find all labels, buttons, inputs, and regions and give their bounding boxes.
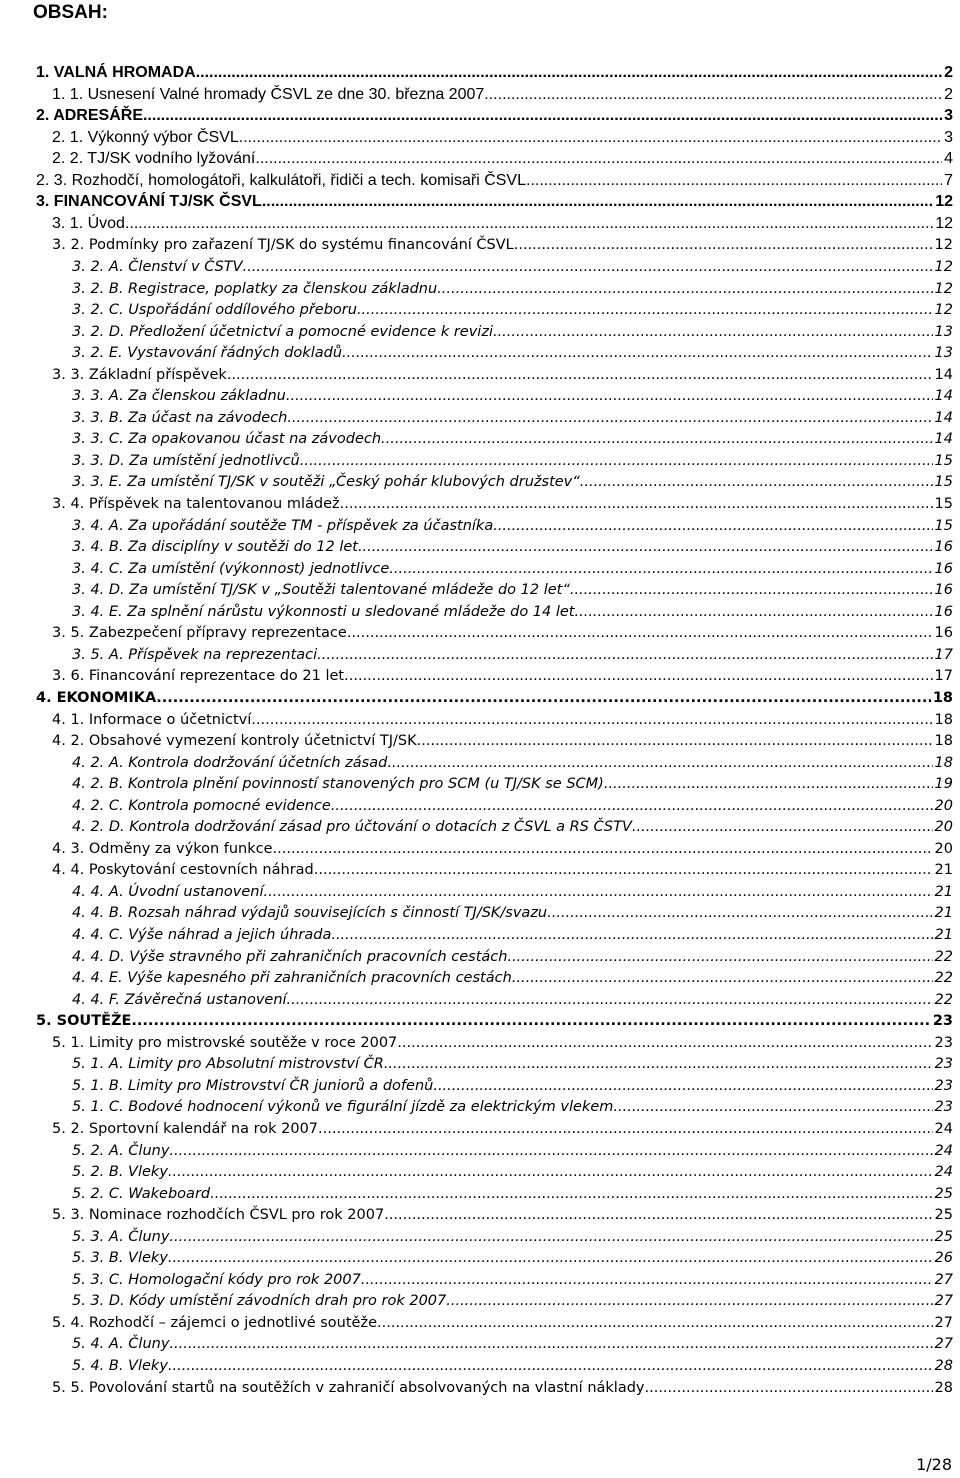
dot-leader bbox=[143, 105, 942, 127]
toc-entry-page: 20 bbox=[934, 840, 953, 857]
dot-leader bbox=[384, 1053, 933, 1075]
toc-entry-title: 4. 4. C. Výše náhrad a jejich úhrada bbox=[72, 927, 332, 943]
toc-entry[interactable] bbox=[72, 558, 953, 580]
toc-entry[interactable] bbox=[72, 321, 953, 343]
toc-entry-page: 21 bbox=[934, 862, 953, 879]
toc-entry-title: 5. 3. A. Čluny bbox=[72, 1228, 170, 1245]
toc-entry-title: 1. 1. Usnesení Valné hromady ČSVL ze dne 30. března 2007 bbox=[52, 85, 485, 103]
dot-leader bbox=[331, 795, 933, 817]
toc-entry-page: 15 bbox=[934, 452, 953, 469]
toc-entry-title: 4. 4. F. Závěrečná ustanovení bbox=[72, 991, 287, 1008]
toc-entry-page: 27 bbox=[934, 1293, 953, 1310]
toc-entry-title: 5. 4. Rozhodčí – zájemci o jednotlivé soutěže bbox=[52, 1314, 378, 1331]
dot-leader bbox=[417, 730, 933, 752]
toc-entry[interactable] bbox=[52, 1377, 953, 1399]
toc-entry-page: 20 bbox=[934, 819, 953, 836]
toc-entry-page: 12 bbox=[935, 193, 953, 211]
toc-entry[interactable] bbox=[72, 1226, 953, 1248]
toc-entry[interactable] bbox=[52, 213, 953, 235]
toc-entry-page: 15 bbox=[934, 496, 953, 512]
dot-leader bbox=[484, 84, 942, 106]
toc-entry-title: 2. 1. Výkonný výbor ČSVL bbox=[52, 128, 239, 146]
toc-entry-page: 25 bbox=[934, 1207, 953, 1224]
toc-entry-title: 5. 4. B. Vleky bbox=[72, 1358, 168, 1374]
toc-entry-page: 20 bbox=[934, 797, 953, 814]
toc-entry-page: 4 bbox=[944, 150, 953, 168]
toc-entry[interactable] bbox=[72, 278, 953, 300]
dot-leader bbox=[169, 1140, 932, 1162]
toc-entry[interactable] bbox=[72, 1053, 953, 1075]
toc-entry-page: 22 bbox=[934, 970, 953, 987]
toc-entry-page: 14 bbox=[934, 431, 953, 448]
dot-leader bbox=[361, 1269, 933, 1291]
toc-entry-title: 5. 3. B. Vleky bbox=[72, 1250, 168, 1267]
toc-entry-page: 3 bbox=[944, 107, 953, 125]
toc-entry-title: 2. ADRESÁŘE bbox=[36, 107, 143, 125]
toc-entry-title: 3. 2. E. Vystavování řádných dokladů bbox=[72, 345, 343, 362]
dot-leader bbox=[344, 665, 932, 687]
toc-entry-title: 4. 4. A. Úvodní ustanovení bbox=[72, 883, 264, 900]
dot-leader bbox=[358, 536, 933, 558]
dot-leader bbox=[493, 515, 932, 537]
toc-entry[interactable] bbox=[72, 881, 953, 903]
toc-entry[interactable] bbox=[72, 1247, 953, 1269]
toc-entry[interactable] bbox=[52, 622, 953, 644]
toc-entry[interactable] bbox=[72, 1161, 953, 1183]
toc-entry-title: 4. 3. Odměny za výkon funkce bbox=[52, 840, 273, 857]
toc-entry-title: 3. 2. B. Registrace, poplatky za členskou základnu bbox=[72, 280, 438, 297]
dot-leader bbox=[251, 709, 932, 731]
toc-entry-page: 12 bbox=[934, 302, 953, 319]
toc-entry-page: 3 bbox=[944, 128, 953, 146]
toc-entry[interactable] bbox=[72, 1183, 953, 1205]
dot-leader bbox=[397, 1032, 932, 1054]
dot-leader bbox=[318, 1118, 933, 1140]
toc-entry[interactable] bbox=[72, 1075, 953, 1097]
toc-entry-page: 27 bbox=[934, 1271, 953, 1288]
toc-entry-title: 5. 2. B. Vleky bbox=[72, 1164, 168, 1181]
toc-entry-title: 5. 2. A. Čluny bbox=[72, 1142, 170, 1159]
dot-leader bbox=[604, 773, 933, 795]
toc-entry[interactable] bbox=[72, 407, 953, 429]
toc-entry-title: 3. 4. Příspěvek na talentovanou mládež bbox=[52, 496, 340, 512]
dot-leader bbox=[570, 579, 933, 601]
toc-entry-page: 23 bbox=[932, 1013, 953, 1030]
toc-entry[interactable] bbox=[72, 773, 953, 795]
toc-entry-page: 25 bbox=[934, 1185, 953, 1202]
toc-entry[interactable] bbox=[52, 1032, 953, 1054]
toc-entry[interactable] bbox=[52, 364, 953, 386]
toc-entry-title: 5. 2. Sportovní kalendář na rok 2007 bbox=[52, 1120, 319, 1137]
dot-leader bbox=[446, 1290, 932, 1312]
toc-entry[interactable] bbox=[72, 989, 953, 1011]
toc-entry-title: 3. 4. C. Za umístění (výkonnost) jednotlivce bbox=[72, 560, 390, 577]
toc-entry-title: 4. 4. D. Výše stravného při zahraničních pracovních cestách bbox=[72, 948, 508, 965]
toc-entry-page: 14 bbox=[934, 409, 953, 426]
toc-entry[interactable] bbox=[72, 385, 953, 407]
toc-entry-page: 24 bbox=[934, 1164, 953, 1181]
toc-entry-title: 3. 3. C. Za opakovanou účast na závodech bbox=[72, 431, 382, 448]
toc-entry-page: 27 bbox=[934, 1314, 953, 1331]
toc-entry-page: 16 bbox=[934, 539, 953, 556]
toc-entry-title: 5. SOUTĚŽE bbox=[36, 1013, 132, 1030]
dot-leader bbox=[331, 924, 932, 946]
dot-leader bbox=[287, 407, 932, 429]
toc-entry-page: 21 bbox=[934, 905, 953, 922]
toc-entry-title: 4. 2. D. Kontrola dodržování zásad pro účtování o dotacích z ČSVL a RS ČSTV bbox=[72, 819, 632, 836]
toc-entry[interactable] bbox=[72, 471, 953, 493]
toc-entry-page: 22 bbox=[934, 948, 953, 965]
toc-entry-page: 2 bbox=[944, 64, 953, 81]
toc-entry[interactable] bbox=[52, 84, 953, 106]
toc-entry-page: 18 bbox=[934, 733, 953, 750]
toc-entry-title: 3. 3. B. Za účast na závodech bbox=[72, 409, 288, 426]
toc-entry-title: 5. 3. Nominace rozhodčích ČSVL pro rok 2007 bbox=[52, 1207, 385, 1224]
dot-leader bbox=[389, 558, 932, 580]
toc-entry[interactable] bbox=[72, 644, 953, 666]
toc-entry-title: 5. 4. A. Čluny bbox=[72, 1336, 170, 1353]
toc-entry-page: 27 bbox=[934, 1336, 953, 1353]
toc-entry-title: 4. 1. Informace o účetnictví bbox=[52, 711, 252, 728]
toc-entry[interactable] bbox=[36, 170, 953, 192]
toc-entry-page: 14 bbox=[934, 388, 953, 405]
toc-entry[interactable] bbox=[72, 902, 953, 924]
toc-entry-page: 12 bbox=[934, 258, 953, 275]
toc-entry-page: 25 bbox=[934, 1228, 953, 1245]
toc-entry[interactable] bbox=[72, 795, 953, 817]
dot-leader bbox=[196, 62, 942, 84]
toc-entry-title: 3. 4. B. Za disciplíny v soutěži do 12 let bbox=[72, 539, 358, 556]
toc-entry[interactable] bbox=[36, 1010, 953, 1032]
toc-entry[interactable] bbox=[72, 1290, 953, 1312]
toc-entry-page: 24 bbox=[934, 1142, 953, 1159]
toc-entry-title: 3. 2. D. Předložení účetnictví a pomocné evidence k revizi bbox=[72, 323, 493, 340]
toc-entry[interactable] bbox=[72, 1096, 953, 1118]
toc-entry-title: 3. 5. A. Příspěvek na reprezentaci bbox=[72, 646, 318, 663]
toc-entry-title: 3. 3. Základní příspěvek bbox=[52, 366, 227, 383]
dot-leader bbox=[507, 946, 932, 968]
dot-leader bbox=[286, 385, 933, 407]
toc-entry-page: 15 bbox=[934, 474, 953, 491]
toc-entry[interactable] bbox=[72, 924, 953, 946]
dot-leader bbox=[437, 278, 932, 300]
dot-leader bbox=[169, 1226, 932, 1248]
dot-leader bbox=[433, 1075, 932, 1097]
toc-entry[interactable] bbox=[72, 1333, 953, 1355]
dot-leader bbox=[125, 213, 933, 235]
toc-entry[interactable] bbox=[72, 752, 953, 774]
toc-entry-page: 14 bbox=[934, 366, 953, 383]
toc-entry-title: 4. 2. A. Kontrola dodržování účetních zásad bbox=[72, 754, 388, 771]
dot-leader bbox=[381, 428, 933, 450]
dot-leader bbox=[387, 752, 932, 774]
dot-leader bbox=[547, 902, 932, 924]
dot-leader bbox=[384, 1204, 932, 1226]
dot-leader bbox=[575, 601, 933, 623]
toc-entry-page: 12 bbox=[935, 214, 953, 232]
toc-entry-title: 2. 2. TJ/SK vodního lyžování bbox=[52, 150, 256, 168]
toc-entry[interactable] bbox=[72, 1269, 953, 1291]
dot-leader bbox=[493, 321, 933, 343]
toc-entry-page: 23 bbox=[934, 1034, 953, 1051]
toc-entry-page: 18 bbox=[934, 754, 953, 771]
toc-entry-page: 19 bbox=[934, 776, 953, 793]
dot-leader bbox=[632, 816, 933, 838]
dot-leader bbox=[168, 1161, 933, 1183]
dot-leader bbox=[210, 1183, 932, 1205]
dot-leader bbox=[340, 493, 933, 515]
toc-entry[interactable] bbox=[52, 838, 953, 860]
toc-entry[interactable] bbox=[52, 1204, 953, 1226]
toc-entry-page: 15 bbox=[934, 517, 953, 534]
toc-entry-title: 5. 2. C. Wakeboard bbox=[72, 1185, 211, 1202]
toc-entry[interactable] bbox=[52, 127, 953, 149]
toc-entry-title: 5. 3. C. Homologační kódy pro rok 2007 bbox=[72, 1271, 361, 1288]
dot-leader bbox=[512, 967, 933, 989]
toc-entry-title: 3. 6. Financování reprezentace do 21 let bbox=[52, 668, 345, 685]
dot-leader bbox=[131, 1010, 930, 1032]
dot-leader bbox=[613, 1096, 932, 1118]
dot-leader bbox=[526, 170, 942, 192]
page-number: 1/28 bbox=[916, 1455, 952, 1474]
toc-entry[interactable] bbox=[72, 536, 953, 558]
toc-entry-title: 4. 2. C. Kontrola pomocné evidence bbox=[72, 797, 331, 814]
dot-leader bbox=[243, 256, 933, 278]
toc-entry[interactable] bbox=[52, 148, 953, 170]
toc-entry-title: 4. 4. B. Rozsah náhrad výdajů souvisejících s činností TJ/SK/svazu bbox=[72, 905, 548, 922]
page-title: OBSAH: bbox=[33, 2, 108, 23]
toc-entry-title: 3. FINANCOVÁNÍ TJ/SK ČSVL bbox=[36, 193, 262, 211]
toc-entry[interactable] bbox=[72, 428, 953, 450]
toc-entry-page: 2 bbox=[944, 85, 953, 103]
toc-entry-title: 4. 2. Obsahové vymezení kontroly účetnictví TJ/SK bbox=[52, 733, 417, 750]
toc-entry[interactable] bbox=[36, 687, 953, 709]
toc-entry-page: 28 bbox=[934, 1358, 953, 1374]
toc-entry-page: 24 bbox=[934, 1120, 953, 1137]
toc-entry-title: 3. 4. D. Za umístění TJ/SK v „Soutěži talentované mládeže do 12 let“ bbox=[72, 582, 570, 599]
toc-entry[interactable] bbox=[72, 579, 953, 601]
dot-leader bbox=[357, 299, 933, 321]
toc-entry-title: 3. 4. A. Za upořádání soutěže TM - příspěvek za účastníka bbox=[72, 517, 494, 534]
toc-entry-page: 16 bbox=[934, 560, 953, 577]
toc-entry-title: 5. 1. C. Bodové hodnocení výkonů ve figurální jízdě za elektrickým vlekem bbox=[72, 1099, 614, 1116]
toc-entry[interactable] bbox=[52, 1118, 953, 1140]
toc-entry-page: 26 bbox=[934, 1250, 953, 1267]
toc-entry-page: 16 bbox=[934, 603, 953, 620]
toc-entry-page: 13 bbox=[934, 345, 953, 362]
dot-leader bbox=[273, 838, 933, 860]
toc-entry-page: 23 bbox=[934, 1099, 953, 1116]
toc-entry[interactable] bbox=[52, 730, 953, 752]
toc-entry-title: 3. 4. E. Za splnění nárůstu výkonnosti u sledované mládeže do 14 let bbox=[72, 603, 575, 620]
toc-entry-title: 4. 4. E. Výše kapesného při zahraničních pracovních cestách bbox=[72, 970, 512, 987]
toc-entry-page: 12 bbox=[934, 280, 953, 297]
dot-leader bbox=[264, 881, 933, 903]
dot-leader bbox=[317, 644, 932, 666]
toc-entry[interactable] bbox=[36, 191, 953, 213]
toc-entry[interactable] bbox=[72, 1355, 953, 1377]
toc-entry-page: 18 bbox=[932, 689, 953, 706]
toc-entry[interactable] bbox=[36, 62, 953, 84]
toc-entry-page: 13 bbox=[934, 323, 953, 340]
toc-entry[interactable] bbox=[72, 256, 953, 278]
toc-entry-page: 16 bbox=[934, 582, 953, 599]
toc-entry-title: 1. VALNÁ HROMADA bbox=[36, 64, 196, 81]
toc-entry[interactable] bbox=[72, 946, 953, 968]
toc-entry-title: 2. 3. Rozhodčí, homologátoři, kalkulátoři, řidiči a tech. komisaři ČSVL bbox=[36, 171, 526, 189]
toc-entry-page: 7 bbox=[944, 171, 953, 189]
dot-leader bbox=[255, 148, 942, 170]
toc-entry-title: 3. 2. Podmínky pro zařazení TJ/SK do systému financování ČSVL bbox=[52, 237, 514, 254]
toc-entry[interactable] bbox=[72, 967, 953, 989]
toc-entry-page: 23 bbox=[934, 1077, 953, 1094]
toc-entry[interactable] bbox=[72, 816, 953, 838]
dot-leader bbox=[239, 127, 942, 149]
toc-entry-title: 5. 1. A. Limity pro Absolutní mistrovství ČR bbox=[72, 1056, 384, 1073]
toc-entry[interactable] bbox=[52, 234, 953, 256]
dot-leader bbox=[287, 989, 933, 1011]
toc-entry-page: 22 bbox=[934, 991, 953, 1008]
toc-entry[interactable] bbox=[36, 105, 953, 127]
dot-leader bbox=[168, 1247, 933, 1269]
dot-leader bbox=[377, 1312, 933, 1334]
toc-entry-page: 21 bbox=[934, 883, 953, 900]
toc-entry-page: 17 bbox=[934, 646, 953, 663]
dot-leader bbox=[342, 342, 933, 364]
dot-leader bbox=[347, 622, 933, 644]
toc-entry[interactable] bbox=[52, 665, 953, 687]
toc-entry-title: 5. 1. Limity pro mistrovské soutěže v roce 2007 bbox=[52, 1034, 398, 1051]
toc-entry[interactable] bbox=[52, 859, 953, 881]
toc-entry[interactable] bbox=[72, 1140, 953, 1162]
toc-entry[interactable] bbox=[72, 299, 953, 321]
dot-leader bbox=[169, 1333, 932, 1355]
toc-entry-title: 3. 2. C. Uspořádání oddílového přeboru bbox=[72, 302, 357, 319]
toc-entry-page: 28 bbox=[934, 1379, 953, 1396]
toc-entry-title: 5. 5. Povolování startů na soutěžích v zahraničí absolvovaných na vlastní náklady bbox=[52, 1379, 645, 1396]
toc-entry-title: 3. 5. Zabezpečení přípravy reprezentace bbox=[52, 625, 347, 642]
toc-entry-title: 3. 2. A. Členství v ČSTV bbox=[72, 258, 243, 275]
toc-entry-title: 4. 4. Poskytování cestovních náhrad bbox=[52, 862, 314, 879]
toc-entry[interactable] bbox=[52, 493, 953, 515]
toc-entry-title: 3. 3. A. Za členskou základnu bbox=[72, 388, 286, 405]
dot-leader bbox=[168, 1355, 933, 1377]
dot-leader bbox=[314, 859, 933, 881]
toc-entry[interactable] bbox=[72, 342, 953, 364]
toc-entry-title: 4. 2. B. Kontrola plnění povinností stanovených pro SCM (u TJ/SK se SCM) bbox=[72, 776, 604, 793]
dot-leader bbox=[300, 450, 933, 472]
toc-entry[interactable] bbox=[52, 709, 953, 731]
dot-leader bbox=[580, 471, 933, 493]
toc-entry[interactable] bbox=[72, 515, 953, 537]
toc-entry-page: 16 bbox=[934, 625, 953, 642]
toc-entry-page: 18 bbox=[934, 711, 953, 728]
toc-entry-title: 3. 3. E. Za umístění TJ/SK v soutěži „Český pohár klubových družstev“ bbox=[72, 474, 580, 491]
toc-entry-title: 3. 1. Úvod bbox=[52, 214, 125, 232]
toc-entry-page: 17 bbox=[934, 668, 953, 685]
toc-entry-title: 5. 1. B. Limity pro Mistrovství ČR juniorů a dofenů bbox=[72, 1077, 434, 1094]
toc-entry-page: 21 bbox=[934, 927, 953, 943]
toc-entry[interactable] bbox=[72, 601, 953, 623]
dot-leader bbox=[645, 1377, 933, 1399]
toc-entry-page: 23 bbox=[934, 1056, 953, 1073]
dot-leader bbox=[227, 364, 933, 386]
dot-leader bbox=[514, 234, 933, 256]
toc-entry-title: 4. EKONOMIKA bbox=[36, 689, 157, 706]
dot-leader bbox=[262, 191, 933, 213]
toc-entry-page: 12 bbox=[934, 237, 953, 254]
toc-entry[interactable] bbox=[52, 1312, 953, 1334]
toc-entry-title: 3. 3. D. Za umístění jednotlivců bbox=[72, 452, 300, 469]
toc-entry[interactable] bbox=[72, 450, 953, 472]
toc-entry-title: 5. 3. D. Kódy umístění závodních drah pro rok 2007 bbox=[72, 1293, 447, 1310]
dot-leader bbox=[156, 687, 931, 709]
